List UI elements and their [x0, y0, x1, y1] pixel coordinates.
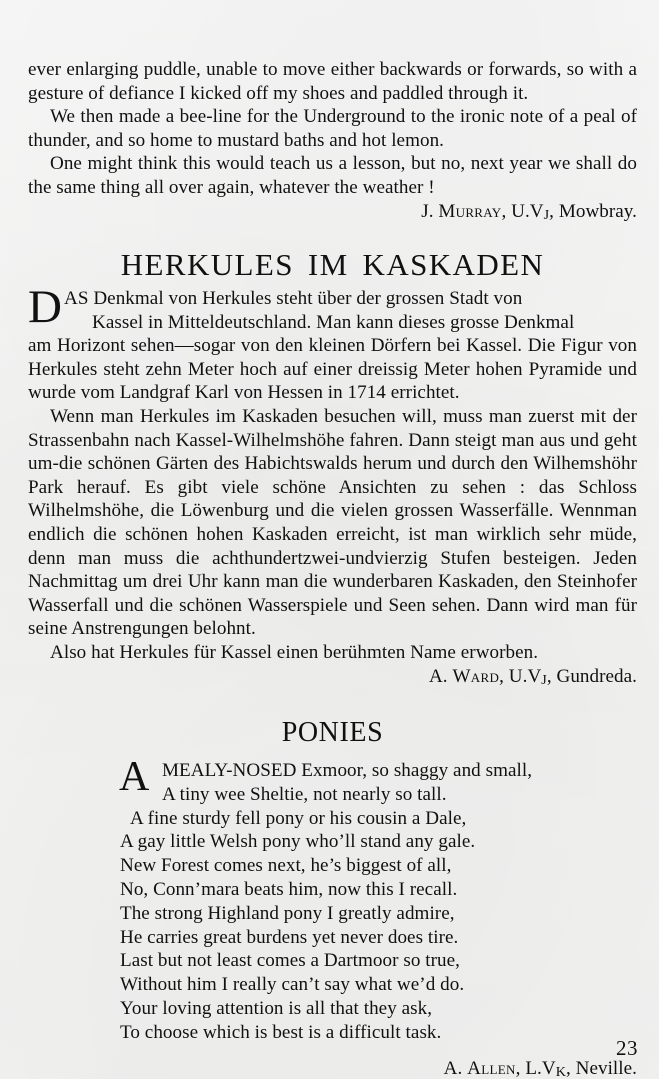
- house-name: , Gundreda.: [546, 665, 637, 687]
- form-suffix: K: [555, 1063, 566, 1079]
- house-name: , Neville.: [565, 1057, 637, 1079]
- form-prefix: , L.V: [515, 1057, 556, 1079]
- paragraph-line: Kassel in Mitteldeutschland. Man kann dieses grosse Denkmal: [92, 311, 575, 333]
- poem-block: [28, 716, 637, 1079]
- article-attribution: [28, 200, 637, 228]
- poem-line: New Forest comes next, he’s biggest of all,: [120, 855, 452, 877]
- article-continued-block: [28, 58, 637, 227]
- drop-cap-letter: D: [28, 281, 62, 333]
- poem-line: Your loving attention is all that they ask,: [120, 997, 433, 1019]
- paragraph: Also hat Herkules für Kassel einen berühmten Name erworben.: [50, 641, 539, 663]
- poem-line: Without him I really can’t say what we’d do.: [120, 974, 465, 996]
- heading-word: IM: [307, 247, 349, 282]
- house-name: , Mowbray.: [549, 200, 637, 222]
- page-number: 23: [616, 1036, 638, 1060]
- heading-word: HERKULES: [120, 247, 294, 282]
- poem-line: A gay little Welsh pony who’ll stand any gale.: [120, 831, 476, 853]
- author-initial: A.: [443, 1057, 468, 1079]
- form-prefix: , U.V: [499, 665, 542, 687]
- paragraph: One might think this would teach us a lesson, but no, next year we shall do the same thing all over again, whatever the weather !: [28, 153, 637, 198]
- poem-line: No, Conn’mara beats him, now this I recall.: [120, 878, 458, 900]
- poem-line: A fine sturdy fell pony or his cousin a Dale,: [130, 807, 467, 829]
- page-title-herkules: [28, 248, 637, 282]
- form-prefix: , U.V: [501, 200, 544, 222]
- poem-line: MEALY-NOSED Exmoor, so shaggy and small,: [162, 760, 533, 781]
- dropcap-paragraph: [28, 281, 637, 405]
- author-initial: J.: [421, 200, 439, 222]
- heading-word: KASKADEN: [362, 247, 545, 282]
- paragraph: am Horizont sehen—sogar von den kleinen Dörfern bei Kassel. Die Figur von Herkules steht zehn Meter hoch auf einer dreissig Meter hohen Pyramide und wurde vom Landgraf Karl von Hessen in 1714 errichtet.: [28, 335, 637, 404]
- poem-line: To choose which is best is a difficult task.: [120, 1021, 442, 1043]
- author-surname: Murray: [438, 200, 502, 222]
- poem-line: A tiny wee Sheltie, not nearly so tall.: [162, 783, 447, 805]
- author-surname: Ward: [452, 665, 500, 687]
- page-title-ponies: PONIES: [281, 717, 384, 748]
- paragraph: We then made a bee-line for the Underground to the ironic note of a peal of thunder, and so home to mustard baths and hot lemon.: [28, 106, 637, 151]
- article-attribution: [28, 665, 637, 693]
- paragraph-line: AS Denkmal von Herkules steht über der grossen Stadt von: [64, 288, 523, 309]
- poem-line: Last but not least comes a Dartmoor so true,: [120, 950, 460, 972]
- poem-attribution: [28, 1057, 637, 1079]
- author-initial: A.: [428, 665, 453, 687]
- drop-cap-letter: A: [119, 754, 150, 800]
- poem-line: He carries great burdens yet never does tire.: [120, 926, 459, 948]
- poem-body: [119, 754, 620, 1045]
- author-surname: Allen: [467, 1057, 516, 1079]
- paragraph: ever enlarging puddle, unable to move either backwards or forwards, so with a gesture of defiance I kicked off my shoes and paddled through it.: [28, 59, 637, 104]
- form-suffix: J: [541, 671, 547, 688]
- paragraph: Wenn man Herkules im Kaskaden besuchen will, muss man zuerst mit der Strassenbahn nach Kassel-Wilhelmshöhe fahren. Dann steigt man aus und geht um-die schönen Gärten des Habichtswalds herum und durch den Wilhemshöhr Park herauf. Es gibt viele schöne Ansichten zu sehen : das Schloss Wilhelmshöhe, die Löwenburg und die vielen grossen Wasserfälle. Wennman endlich die schönen hohen Kaskaden erreicht, ist man wirklich sehr müde, denn man muss die achthundertzwei-undvierzig Stufen besteigen. Jeden Nachmittag um drei Uhr kann man die wunderbaren Kaskaden, den Steinhofer Wasserfall und die schönen Wasserspiele und Seen sehen. Dann wird man für seine Anstrengungen belohnt.: [28, 405, 637, 640]
- article-german-block: [28, 248, 637, 692]
- poem-line: The strong Highland pony I greatly admire,: [120, 902, 455, 924]
- form-suffix: J: [543, 206, 550, 223]
